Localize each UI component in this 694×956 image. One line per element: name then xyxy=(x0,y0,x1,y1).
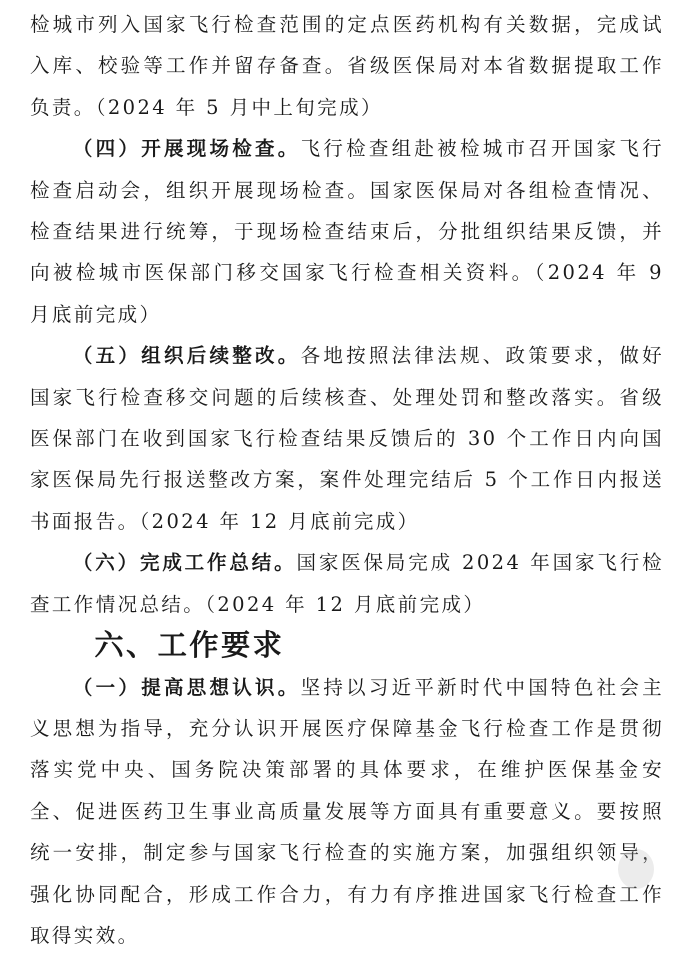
paragraph-continued xyxy=(30,4,664,128)
paragraph-lead: （四）开展现场检查。 xyxy=(73,137,301,160)
paragraph-summary xyxy=(30,542,664,625)
paragraph-text: 检城市列入国家飞行检查范围的定点医药机构有关数据，完成试入库、校验等工作并留存备查。省级医保局对本省数据提取工作负责。（2024 年 5 月中上旬完成） xyxy=(30,13,664,119)
paragraph-text: 飞行检查组赴被检城市召开国家飞行检查启动会，组织开展现场检查。国家医保局对各组检查情况、检查结果进行统筹，于现场检查结束后，分批组织结果反馈，并向被检城市医保部门移交国家飞行检查相关资料。（2024 年 9 月底前完成） xyxy=(30,137,664,326)
paragraph-text: 坚持以习近平新时代中国特色社会主义思想为指导，充分认识开展医疗保障基金飞行检查工作是贯彻落实党中央、国务院决策部署的具体要求，在维护医保基金安全、促进医药卫生事业高质量发展等方面具有重要意义。要按照统一安排，制定参与国家飞行检查的实施方案，加强组织领导，强化协同配合，形成工作合力，有力有序推进国家飞行检查工作取得实效。 xyxy=(30,676,664,947)
paragraph-text: 各地按照法律法规、政策要求，做好国家飞行检查移交问题的后续核查、处理处罚和整改落实。省级医保部门在收到国家飞行检查结果反馈后的 30 个工作日内向国家医保局先行报送整改方案，案件处理完结后 5 个工作日内报送书面报告。（2024 年 12 月底前完成） xyxy=(30,344,664,533)
paragraph-lead: （一）提高思想认识。 xyxy=(73,676,301,699)
paragraph-lead: （五）组织后续整改。 xyxy=(73,344,301,367)
paragraph-raise-awareness xyxy=(30,667,664,956)
paragraph-site-inspection xyxy=(30,128,664,335)
paragraph-lead: （六）完成工作总结。 xyxy=(73,551,297,574)
paragraph-rectification xyxy=(30,335,664,542)
section-heading: 六、工作要求 xyxy=(30,625,664,666)
paragraph-text: 国家医保局完成 2024 年国家飞行检查工作情况总结。（2024 年 12 月底前完成） xyxy=(30,551,664,615)
